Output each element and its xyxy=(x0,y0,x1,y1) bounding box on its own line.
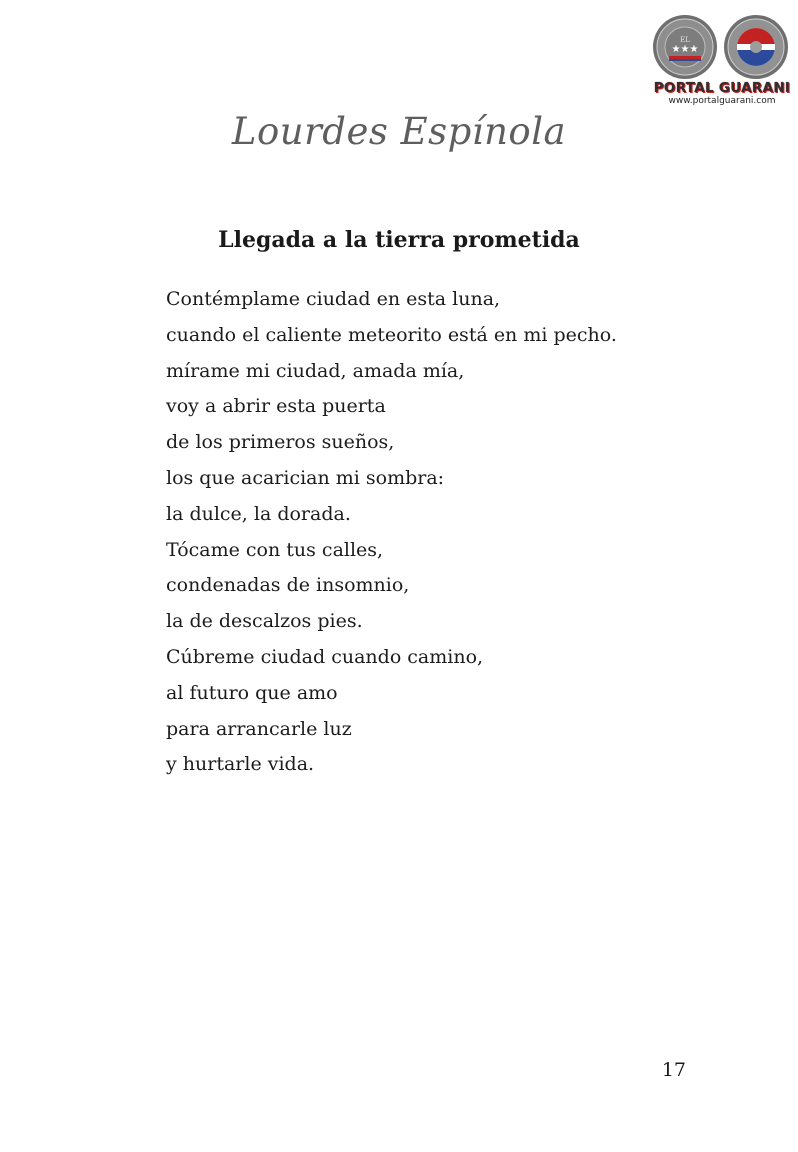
svg-text:EL: EL xyxy=(680,36,690,44)
seal-paraguay-icon xyxy=(723,14,789,80)
poem-line: Cúbreme ciudad cuando camino, xyxy=(166,645,484,668)
poem-line: los que acarician mi sombra: xyxy=(166,466,445,489)
svg-text:★★★: ★★★ xyxy=(671,44,699,55)
poem-line: mírame mi ciudad, amada mía, xyxy=(166,359,465,382)
poem-line: voy a abrir esta puerta xyxy=(166,395,386,418)
poem-line: para arrancarle luz xyxy=(166,717,352,740)
poem-title: Llegada a la tierra prometida xyxy=(218,227,580,253)
poem-line: condenadas de insomnio, xyxy=(166,574,410,597)
poem-line: y hurtarle vida. xyxy=(166,753,315,776)
poem-body xyxy=(166,282,726,783)
poem-line: Contémplame ciudad en esta luna, xyxy=(166,288,501,310)
logo-url: www.portalguarani.com xyxy=(668,96,776,106)
page-number: 17 xyxy=(661,1059,686,1081)
poem-line: la de descalzos pies. xyxy=(166,610,363,633)
poem-line: al futuro que amo xyxy=(166,681,338,704)
logo-title: PORTAL GUARANI xyxy=(653,80,791,96)
poem-line: Tócame con tus calles, xyxy=(166,538,384,561)
poem-line: cuando el caliente meteorito está en mi pecho. xyxy=(166,323,617,346)
seal-el-icon xyxy=(652,14,718,80)
author-name: Lourdes Espínola xyxy=(231,110,567,153)
poem-line: de los primeros sueños, xyxy=(166,431,395,454)
portal-guarani-logo xyxy=(650,14,794,114)
poem-line: la dulce, la dorada. xyxy=(166,502,351,525)
